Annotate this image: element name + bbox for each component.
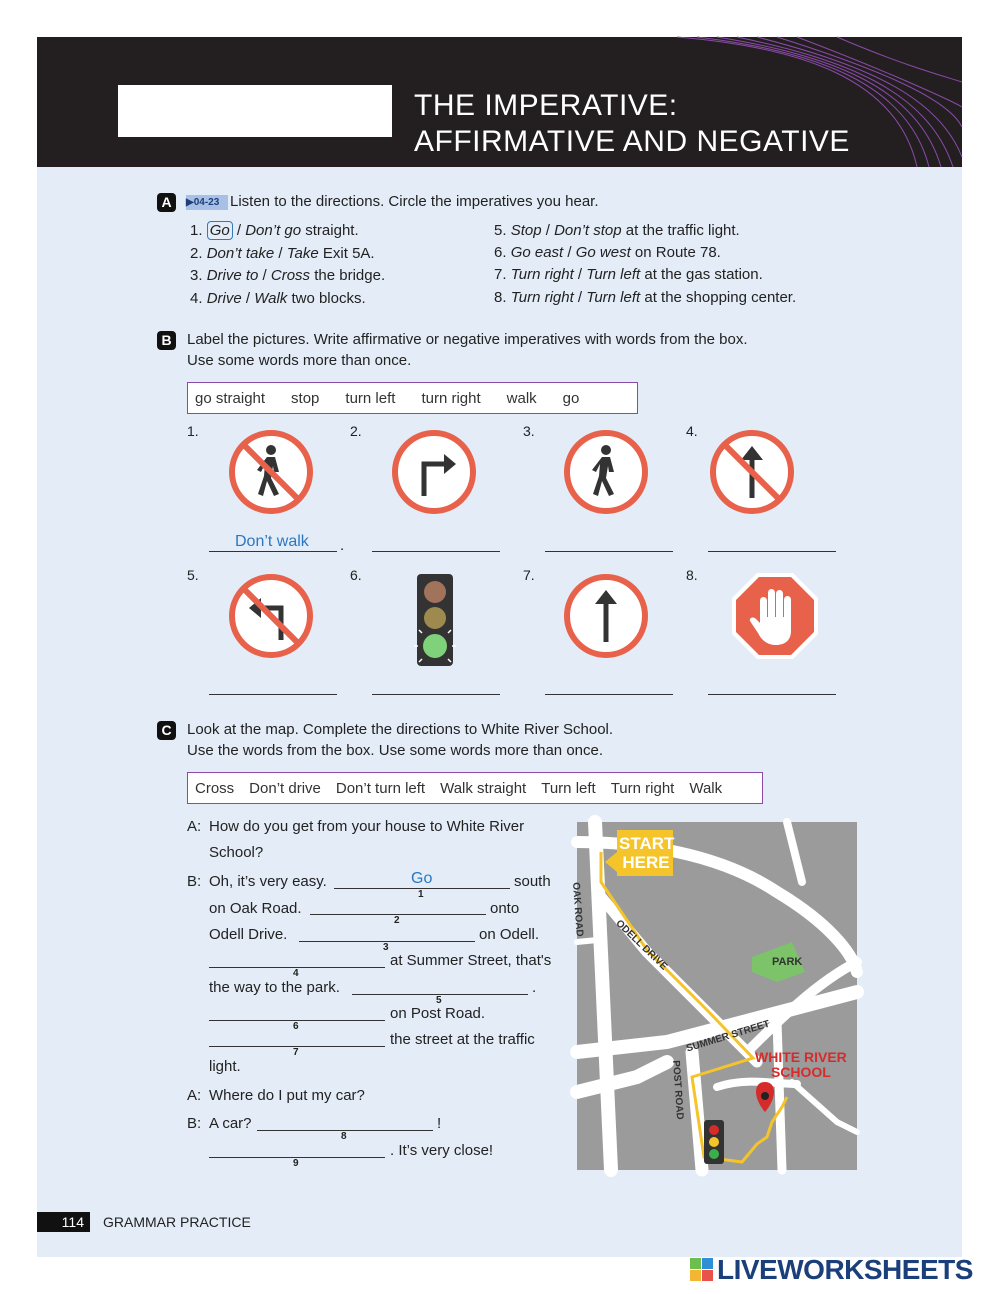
sign-number-4: 4. — [686, 423, 698, 439]
start-text: START — [619, 834, 675, 853]
section-b-word-box — [187, 382, 638, 414]
blank-3-number: 3 — [383, 942, 389, 953]
post-road-label: POST ROAD — [670, 1060, 686, 1121]
word-box-item: Walk — [689, 779, 723, 797]
map-roads — [577, 822, 857, 1170]
answer-1-handwritten: Don’t walk — [235, 533, 309, 550]
footer-label: GRAMMAR PRACTICE — [103, 1214, 251, 1230]
start-here-label — [619, 834, 673, 872]
dialogue-text-south: south — [514, 873, 551, 890]
item-rest: straight. — [301, 222, 359, 239]
oak-road-label: OAK ROAD — [570, 882, 585, 938]
word-box-item: Don’t drive — [249, 779, 321, 797]
item-number: 4. — [190, 290, 203, 307]
section-a-item-4 — [190, 290, 366, 307]
section-a-item-5 — [494, 222, 740, 239]
item-rest: the bridge. — [310, 267, 386, 284]
section-c-word-box — [187, 772, 763, 804]
option-a[interactable]: Turn right — [510, 289, 574, 306]
dialogue-text-car: A car? — [209, 1115, 252, 1132]
blank-9-number: 9 — [293, 1158, 299, 1169]
walk-sign-icon — [562, 428, 650, 516]
item-rest: on Route 78. — [630, 244, 721, 261]
sign-number-5: 5. — [187, 567, 199, 583]
dialogue-text-post: on Post Road. — [390, 1005, 486, 1022]
word-box-item: turn right — [421, 389, 481, 407]
item-number: 7. — [494, 266, 507, 283]
item-rest: Exit 5A. — [318, 245, 375, 262]
go-straight-sign-icon — [562, 572, 650, 660]
dialogue-text-easy: Oh, it’s very easy. — [209, 873, 327, 890]
section-c-badge: C — [157, 721, 176, 740]
section-a-badge: A — [157, 193, 176, 212]
answer-line-2[interactable] — [372, 551, 500, 552]
here-text: HERE — [622, 853, 670, 872]
answer-line-4[interactable] — [708, 551, 836, 552]
dialogue-text-on-odell: on Odell. — [479, 926, 540, 943]
answer-line-1[interactable] — [209, 551, 337, 552]
audio-track-button[interactable]: ▶04-23 — [186, 195, 228, 210]
section-a-item-6 — [494, 244, 721, 261]
dialogue-text-park: the way to the park. — [209, 979, 340, 996]
blank-4-number: 4 — [293, 968, 299, 979]
dialogue-text-light: light. — [209, 1058, 241, 1075]
item-rest: at the traffic light. — [621, 222, 740, 239]
stop-hand-sign-icon — [730, 571, 820, 661]
sign-number-3: 3. — [523, 423, 535, 439]
item-rest: at the shopping center. — [640, 289, 797, 306]
page-title — [414, 88, 850, 160]
option-a[interactable]: Go east — [510, 244, 564, 261]
option-separator: / — [232, 222, 246, 239]
word-box-item: go straight — [195, 389, 266, 407]
answer-c1-handwritten: Go — [411, 870, 433, 887]
speaker-a-label-2: A: — [187, 1087, 202, 1104]
option-separator: / — [541, 222, 555, 239]
option-b[interactable]: Take — [286, 245, 319, 262]
option-b[interactable]: Turn left — [586, 289, 641, 306]
section-b-instruction-2: Use some words more than once. — [187, 352, 412, 369]
speaker-a-label: A: — [187, 818, 202, 835]
word-box-item: turn left — [345, 389, 396, 407]
sign-number-8: 8. — [686, 567, 698, 583]
blank-6-number: 6 — [293, 1021, 299, 1032]
answer-line-7[interactable] — [545, 694, 673, 695]
title-line-2: AFFIRMATIVE AND NEGATIVE — [414, 125, 850, 158]
dialogue-text-oak: on Oak Road. — [209, 900, 302, 917]
dialogue-text-dot: . — [532, 979, 537, 996]
blank-1-number: 1 — [418, 889, 424, 900]
item-number: 6. — [494, 244, 507, 261]
item-number: 2. — [190, 245, 203, 262]
section-c-instruction-2: Use the words from the box. Use some words more than once. — [187, 742, 604, 759]
item-number: 3. — [190, 267, 203, 284]
answer-1-period: . — [340, 537, 345, 554]
word-box-item: stop — [291, 389, 320, 407]
option-a[interactable]: Don’t take — [206, 245, 275, 262]
liveworksheets-brand[interactable]: LIVEWORKSHEETS — [717, 1254, 973, 1285]
school-name-line-1: WHITE RIVER — [755, 1049, 847, 1065]
section-a-item-8 — [494, 289, 796, 306]
option-separator: / — [241, 290, 255, 307]
word-box-item: Turn left — [541, 779, 596, 797]
no-straight-sign-icon — [708, 428, 796, 516]
option-separator: / — [274, 245, 287, 262]
no-left-turn-sign-icon — [227, 572, 315, 660]
speaker-b-label-2: B: — [187, 1115, 202, 1132]
option-separator: / — [573, 289, 587, 306]
speaker-b-label: B: — [187, 873, 202, 890]
school-name-line-2: SCHOOL — [770, 1064, 831, 1080]
option-a[interactable]: Stop — [510, 222, 542, 239]
question-1-line-2: School? — [209, 844, 264, 861]
white-river-school-label — [755, 1050, 847, 1080]
dialogue-text-onto: onto — [490, 900, 520, 917]
answer-line-3[interactable] — [545, 551, 673, 552]
sign-number-6: 6. — [350, 567, 362, 583]
section-a-item-1 — [190, 222, 359, 239]
traffic-light-green-icon — [410, 570, 460, 670]
word-box-item: Turn right — [610, 779, 675, 797]
option-a[interactable]: Turn right — [510, 266, 574, 283]
option-separator: / — [563, 244, 576, 261]
item-number: 8. — [494, 289, 507, 306]
item-rest: two blocks. — [287, 290, 366, 307]
question-1-line-1: How do you get from your house to White River — [209, 818, 525, 835]
park-label: PARK — [772, 956, 803, 968]
option-b[interactable]: Cross — [270, 267, 311, 284]
option-a[interactable]: Drive — [206, 290, 242, 307]
option-separator: / — [573, 266, 587, 283]
dialogue-text-close: . It’s very close! — [390, 1142, 494, 1159]
word-box-item: walk — [506, 389, 537, 407]
section-a-item-7 — [494, 266, 763, 283]
sign-number-7: 7. — [523, 567, 535, 583]
word-box-item: go — [562, 389, 580, 407]
no-walking-sign-icon — [227, 428, 315, 516]
page-number: 114 — [37, 1212, 90, 1232]
question-2: Where do I put my car? — [209, 1087, 365, 1104]
blank-7-number: 7 — [293, 1047, 299, 1058]
dialogue-text-odell: Odell Drive. — [209, 926, 288, 943]
section-b-badge: B — [157, 331, 176, 350]
section-a-instruction: Listen to the directions. Circle the imperatives you hear. — [230, 193, 599, 210]
answer-line-6[interactable] — [372, 694, 500, 695]
option-b[interactable]: Don’t go — [245, 222, 302, 239]
option-separator: / — [258, 267, 271, 284]
option-a[interactable]: Go — [207, 221, 233, 240]
section-a-item-3 — [190, 267, 385, 284]
blank-8-number: 8 — [341, 1131, 347, 1142]
turn-right-sign-icon — [390, 428, 478, 516]
word-box-item: Cross — [195, 779, 235, 797]
answer-line-5[interactable] — [209, 694, 337, 695]
word-box-item: Walk straight — [440, 779, 527, 797]
sign-number-2: 2. — [350, 423, 362, 439]
option-b[interactable]: Walk — [254, 290, 288, 307]
option-b[interactable]: Turn left — [586, 266, 641, 283]
title-placeholder-box — [118, 85, 392, 137]
word-box-item: Don’t turn left — [335, 779, 426, 797]
option-b[interactable]: Don’t stop — [554, 222, 622, 239]
dialogue-text-street: the street at the traffic — [390, 1031, 535, 1048]
dialogue-text-exclaim: ! — [437, 1115, 442, 1132]
odell-drive-label: ODELL DRIVE — [613, 918, 670, 973]
dialogue-text-summer: at Summer Street, that's — [390, 952, 552, 969]
title-line-1: THE IMPERATIVE: — [414, 89, 678, 122]
map-panel — [570, 822, 857, 1170]
answer-line-8[interactable] — [708, 694, 836, 695]
section-b-instruction-1: Label the pictures. Write affirmative or negative imperatives with words from the box. — [187, 331, 748, 348]
summer-street-label: SUMMER STREET — [685, 1018, 772, 1055]
item-number: 1. — [190, 222, 203, 239]
blank-2-number: 2 — [394, 915, 400, 926]
section-a-item-2 — [190, 245, 375, 262]
item-rest: at the gas station. — [640, 266, 763, 283]
item-number: 5. — [494, 222, 507, 239]
liveworksheets-logo-icon — [690, 1258, 714, 1282]
option-a[interactable]: Drive to — [206, 267, 259, 284]
section-c-instruction-1: Look at the map. Complete the directions to White River School. — [187, 721, 614, 738]
blank-5-number: 5 — [436, 995, 442, 1006]
sign-number-1: 1. — [187, 423, 199, 439]
option-b[interactable]: Go west — [575, 244, 631, 261]
